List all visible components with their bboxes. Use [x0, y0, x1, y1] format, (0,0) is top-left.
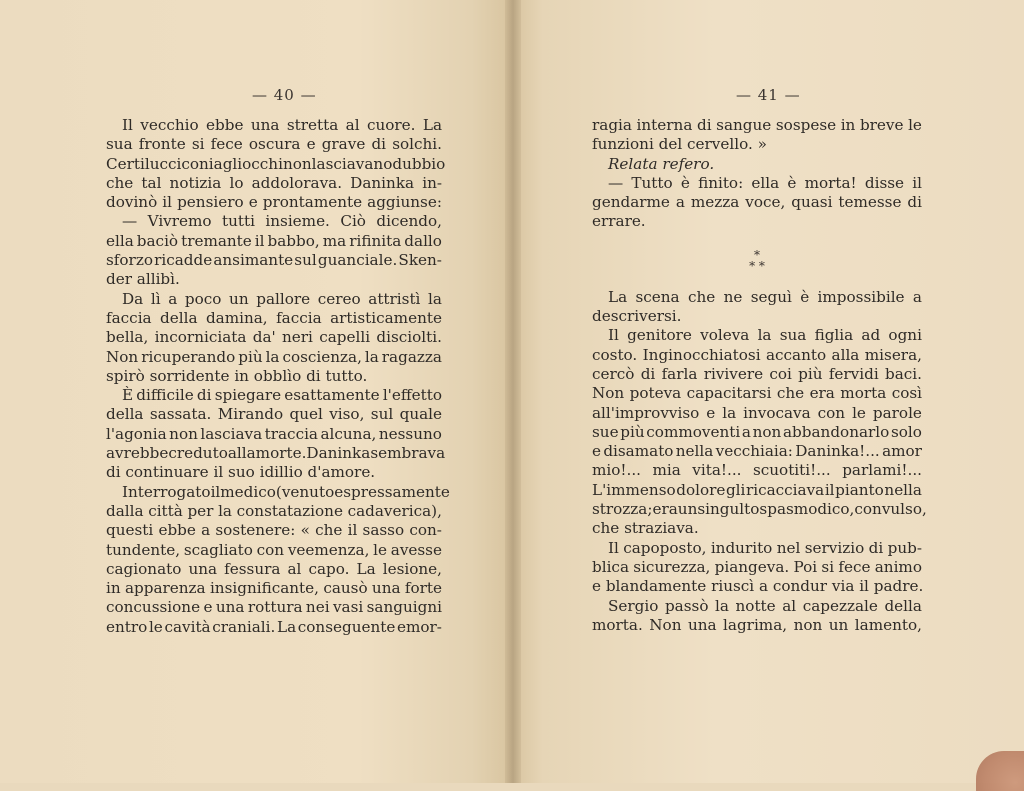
text-line: questi ebbe a sostenere: « che il sasso con-: [106, 521, 442, 540]
text-line: ella baciò tremante il babbo, ma rifinita dallo: [106, 231, 442, 250]
text-line: morta. Non una lagrima, non un lamento,: [592, 615, 922, 634]
text-line: cagionato una fessura al capo. La lesione,: [106, 559, 442, 578]
page-body-text: [592, 116, 927, 635]
text-line: ragia interna di sangue sospese in breve le: [592, 116, 922, 134]
text-line: che straziava.: [592, 519, 699, 538]
text-line: spirò sorridente in obblìo di tutto.: [106, 366, 368, 385]
text-line: der allibì.: [106, 270, 180, 289]
text-line: L'immenso dolore gli ricacciava il pianto nella: [592, 480, 922, 499]
page-corner-stain: [976, 751, 1024, 791]
text-line: Il vecchio ebbe una stretta al cuore. La: [122, 116, 442, 134]
text-line: — Tutto è finito: ella è morta! disse il: [608, 173, 922, 192]
text-line: sue più commoventi a non abbandonarlo solo: [592, 422, 922, 441]
text-line: di continuare il suo idillio d'amore.: [106, 463, 376, 482]
asterism-bottom: * *: [749, 258, 765, 273]
text-line: che tal notizia lo addolorava. Daninka in-: [106, 173, 442, 192]
text-line: funzioni del cervello. »: [592, 135, 767, 154]
text-line: avrebbe creduto alla morte. Daninka sembrava: [106, 444, 446, 463]
text-line: Il capoposto, indurito nel servizio di pub-: [608, 538, 922, 557]
page-body-text: [106, 116, 450, 637]
text-line: Da lì a poco un pallore cereo attristì la: [122, 289, 442, 308]
page-number: — 41 —: [736, 86, 801, 104]
text-line: Non poteva capacitarsi che era morta così: [592, 384, 922, 403]
text-line: È difficile di spiegare esattamente l'effetto: [122, 386, 442, 405]
text-line: gendarme a mezza voce, quasi temesse di: [592, 193, 922, 212]
left-page: [0, 0, 512, 783]
text-line: Certi lucciconi agli occhi non lasciavano dubbio: [106, 154, 446, 173]
text-line: faccia della damina, faccia artisticamente: [106, 308, 442, 327]
text-line: costo. Inginocchiatosi accanto alla misera,: [592, 345, 922, 364]
text-line: in apparenza insignificante, causò una forte: [106, 579, 442, 598]
text-line: Relata refero.: [608, 154, 715, 173]
text-line: sforzo ricadde ansimante sul guanciale. Sken-: [106, 251, 442, 270]
asterism-top: *: [754, 247, 760, 262]
text-line: e disamato nella vecchiaia: Daninka!... amor: [592, 442, 922, 461]
text-line: tundente, scagliato con veemenza, le avesse: [106, 540, 442, 559]
text-line: entro le cavità craniali. La conseguente emor-: [106, 617, 442, 636]
text-line: cercò di farla rivivere coi più fervidi baci.: [592, 364, 922, 383]
page-number: — 40 —: [252, 86, 317, 104]
paragraph-group: [592, 116, 922, 232]
text-line: all'improvviso e la invocava con le parole: [592, 403, 922, 422]
text-line: concussione e una rottura nei vasi sanguigni: [106, 598, 442, 617]
text-line: Interrogato il medico (venuto espressamente: [122, 482, 450, 501]
text-line: l'agonia non lasciava traccia alcuna, nessuno: [106, 424, 442, 443]
text-line: mio!... mia vita!... scuotiti!... parlami!...: [592, 461, 922, 480]
text-line: descriversi.: [592, 307, 682, 326]
text-line: blica sicurezza, piangeva. Poi si fece animo: [592, 557, 922, 576]
text-line: e blandamente riuscì a condur via il padre.: [592, 577, 924, 596]
text-line: — Vivremo tutti insieme. Ciò dicendo,: [122, 212, 442, 231]
text-line: Il genitore voleva la sua figlia ad ogni: [608, 326, 922, 345]
text-line: La scena che ne seguì è impossibile a: [608, 287, 922, 306]
right-page: [512, 0, 1024, 783]
text-line: bella, incorniciata da' neri capelli disciolti.: [106, 328, 442, 347]
text-line: Non ricuperando più la coscienza, la ragazza: [106, 347, 442, 366]
text-line: della sassata. Mirando quel viso, sul quale: [106, 405, 442, 424]
text-line: sua fronte si fece oscura e grave di solchi.: [106, 135, 442, 154]
section-break-asterism: [592, 242, 922, 280]
text-line: errare.: [592, 212, 646, 231]
text-line: Sergio passò la notte al capezzale della: [608, 596, 922, 615]
paragraph-group: [592, 287, 927, 635]
text-line: dalla città per la constatazione cadaverica),: [106, 501, 442, 520]
text-line: dovinò il pensiero e prontamente aggiunse:: [106, 193, 442, 212]
text-line: strozza; era un singulto spasmodico, convulso,: [592, 500, 927, 519]
book-gutter: [505, 0, 521, 783]
